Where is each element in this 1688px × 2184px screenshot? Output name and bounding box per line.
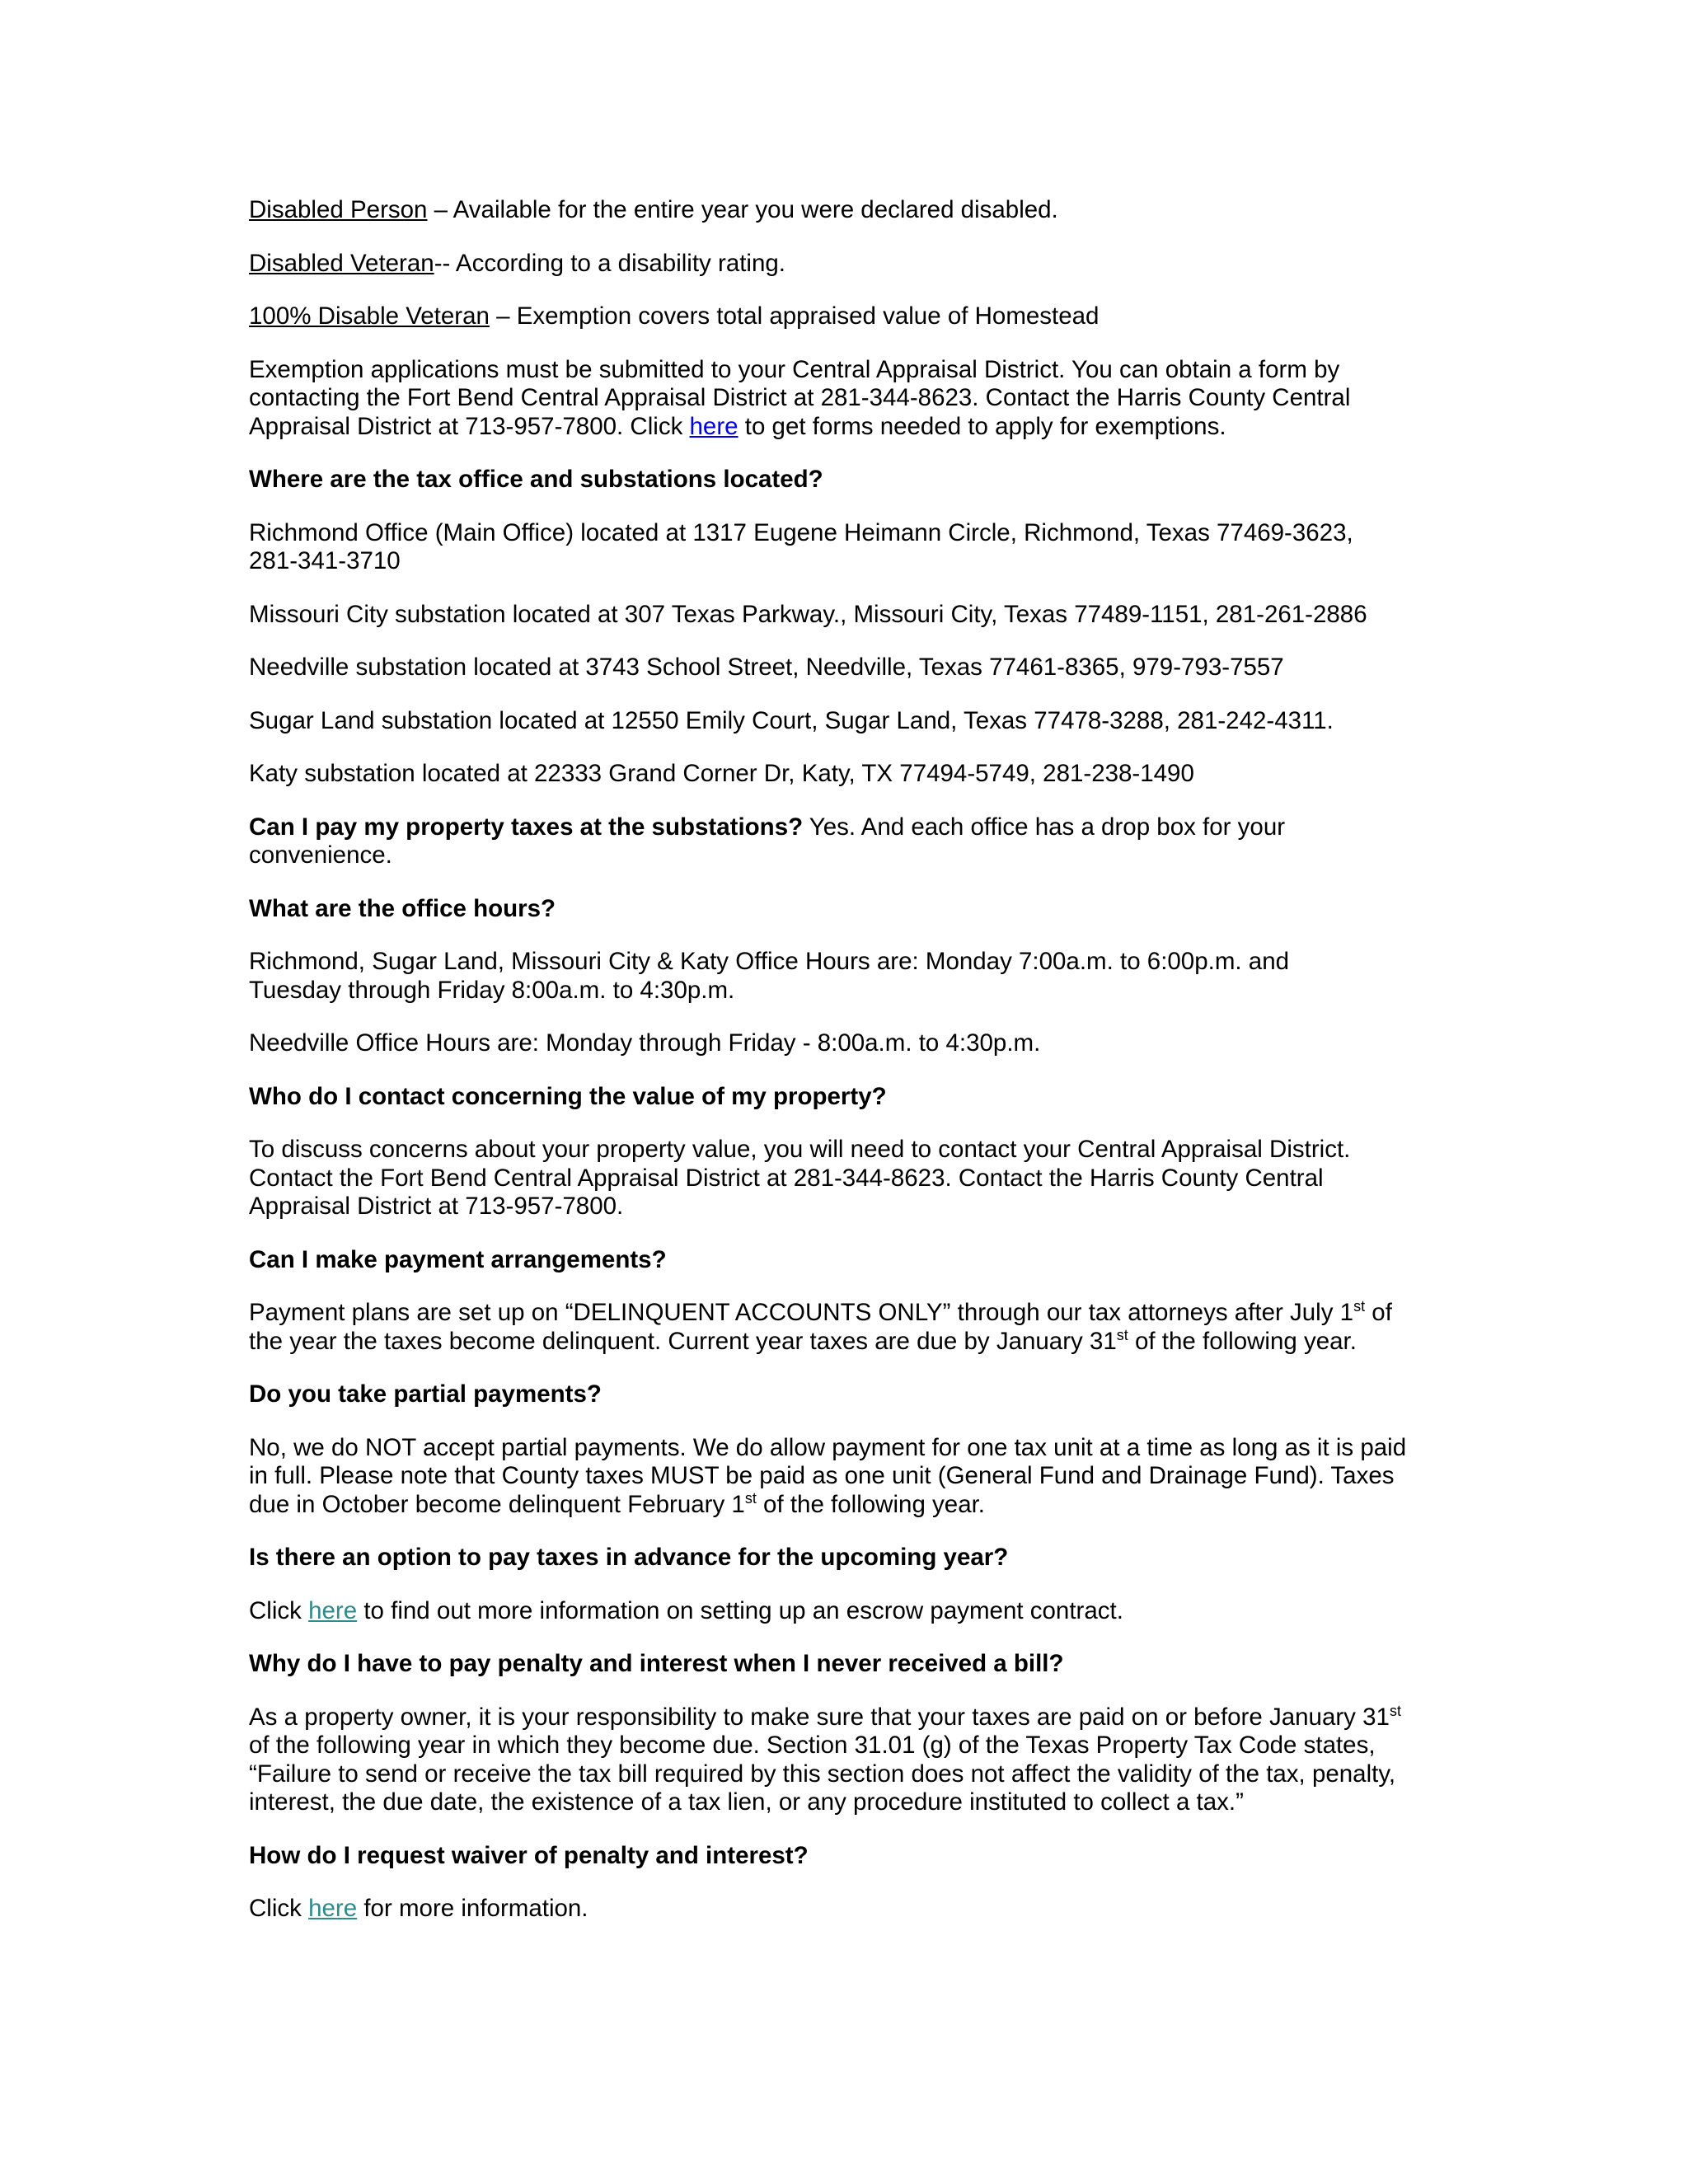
text-line: To discuss concerns about your property value, you will need to contact your Central Appraisal District. (249, 1136, 1351, 1163)
text-line: “Failure to send or receive the tax bill required by this section does not affect the validity of the tax, penalty, (249, 1760, 1396, 1788)
text-line: in full. Please note that County taxes MUST be paid as one unit (General Fund and Drainage Fund). Taxes (249, 1462, 1395, 1489)
location-katy: Katy substation located at 22333 Grand Corner Dr, Katy, TX 77494-5749, 281-238-1490 (249, 760, 1194, 787)
question-penalty-interest: Why do I have to pay penalty and interest when I never received a bill? (249, 1650, 1064, 1677)
text-line: for more information. (357, 1895, 588, 1922)
office-hours-main (249, 948, 1461, 1005)
location-sugar-land: Sugar Land substation located at 12550 Emily Court, Sugar Land, Texas 77478-3288, 281-242-4311. (249, 706, 1334, 734)
superscript: st (1389, 1702, 1401, 1719)
location-needville: Needville substation located at 3743 School Street, Needville, Texas 77461-8365, 979-793-7557 (249, 654, 1284, 681)
question-locations: Where are the tax office and substations located? (249, 466, 823, 493)
exemption-disabled-veteran (249, 250, 1461, 279)
escrow-info-link[interactable]: here (308, 1596, 358, 1624)
exemption-description: – Available for the entire year you were declared disabled. (427, 196, 1058, 223)
text-line: of the following year. (756, 1490, 985, 1518)
text-line: As a property owner, it is your responsibility to make sure that your taxes are paid on or before January 31 (249, 1703, 1390, 1731)
question-payment-arrangements: Can I make payment arrangements? (249, 1245, 667, 1273)
office-hours-needville: Needville Office Hours are: Monday through Friday - 8:00a.m. to 4:30p.m. (249, 1029, 1041, 1057)
pay-at-substations-paragraph (249, 813, 1461, 870)
text-line: of the following year. (1128, 1327, 1357, 1355)
superscript: st (744, 1489, 757, 1507)
question-waiver: How do I request waiver of penalty and interest? (249, 1841, 809, 1869)
location-missouri-city: Missouri City substation located at 307 Texas Parkway., Missouri City, Texas 77489-1151, 281-261-2886 (249, 600, 1367, 628)
superscript: st (1116, 1326, 1128, 1343)
text-line: interest, the due date, the existence of a tax lien, or any procedure instituted to collect a tax.” (249, 1788, 1244, 1816)
exemption-label: 100% Disable Veteran (249, 302, 490, 330)
property-value-answer (249, 1136, 1461, 1221)
text-line: Click (249, 1596, 309, 1624)
payment-arrangements-answer (249, 1299, 1461, 1356)
exemption-description: -- According to a disability rating. (434, 249, 785, 277)
question-pay-at-substations: Can I pay my property taxes at the substations? (249, 813, 804, 841)
text-line: No, we do NOT accept partial payments. We do allow payment for one tax unit at a time as long as it is paid (249, 1433, 1407, 1461)
text-line: of (1365, 1299, 1392, 1326)
partial-payments-answer (249, 1434, 1461, 1520)
superscript: st (1353, 1298, 1366, 1315)
text-line: contacting the Fort Bend Central Appraisal District at 281-344-8623. Contact the Harris County Central (249, 384, 1351, 411)
text-line: of the following year in which they become due. Section 31.01 (g) of the Texas Property Tax Code states, (249, 1732, 1376, 1759)
question-partial-payments: Do you take partial payments? (249, 1380, 602, 1408)
text-line: Richmond, Sugar Land, Missouri City & Katy Office Hours are: Monday 7:00a.m. to 6:00p.m. and (249, 948, 1290, 975)
location-richmond (249, 519, 1461, 576)
faq-document (249, 196, 1461, 1948)
text-line: Payment plans are set up on “DELINQUENT ACCOUNTS ONLY” through our tax attorneys after July 1 (249, 1299, 1354, 1326)
waiver-info-link[interactable]: here (308, 1895, 358, 1922)
exemption-forms-link[interactable]: here (689, 412, 738, 440)
text-line: Yes. And each office has a drop box for your (803, 813, 1286, 841)
exemption-label: Disabled Veteran (249, 249, 434, 277)
question-advance-payment: Is there an option to pay taxes in advance for the upcoming year? (249, 1544, 1009, 1571)
penalty-interest-answer (249, 1704, 1461, 1817)
exemption-label: Disabled Person (249, 196, 428, 223)
text-line: to get forms needed to apply for exemptions. (738, 412, 1226, 440)
question-property-value: Who do I contact concerning the value of my property? (249, 1082, 887, 1110)
question-office-hours: What are the office hours? (249, 894, 556, 922)
text-line: Click (249, 1895, 309, 1922)
exemption-disabled-person (249, 196, 1461, 225)
text-line: Appraisal District at 713-957-7800. (249, 1193, 624, 1220)
text-line: to find out more information on setting up an escrow payment contract. (357, 1596, 1123, 1624)
text-line: Contact the Fort Bend Central Appraisal District at 281-344-8623. Contact the Harris County Central (249, 1164, 1324, 1192)
text-line: Exemption applications must be submitted to your Central Appraisal District. You can obtain a form by (249, 355, 1340, 383)
exemption-applications-paragraph (249, 356, 1461, 442)
exemption-full-disabled-veteran (249, 302, 1461, 331)
text-line: convenience. (249, 841, 392, 869)
text-line: Appraisal District at 713-957-7800. Click (249, 412, 690, 440)
advance-payment-answer (249, 1597, 1461, 1626)
text-line: 281-341-3710 (249, 547, 401, 574)
waiver-answer (249, 1895, 1461, 1924)
text-line: due in October become delinquent February 1 (249, 1490, 745, 1518)
text-line: the year the taxes become delinquent. Current year taxes are due by January 31 (249, 1327, 1117, 1355)
exemption-description: – Exemption covers total appraised value of Homestead (489, 302, 1100, 330)
text-line: Tuesday through Friday 8:00a.m. to 4:30p.m. (249, 976, 735, 1004)
text-line: Richmond Office (Main Office) located at 1317 Eugene Heimann Circle, Richmond, Texas 77469-3623, (249, 518, 1353, 546)
